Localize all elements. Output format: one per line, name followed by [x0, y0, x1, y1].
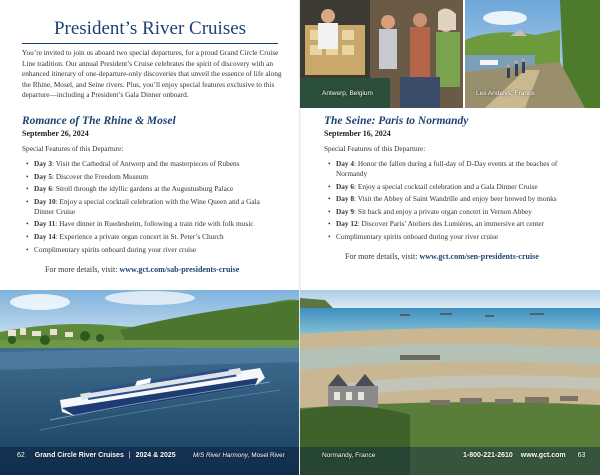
normandy-beach-photo	[300, 290, 600, 475]
list-item: • Day 14: Experience a private organ concert in St. Peter’s Church	[26, 232, 276, 242]
normandy-caption: Normandy, France	[322, 452, 376, 459]
antwerp-caption: Antwerp, Belgium	[322, 90, 373, 97]
right-footer	[463, 452, 585, 459]
title-divider	[22, 43, 278, 44]
left-footer: 62 Grand Circle River Cruises | 2024 & 2025	[17, 452, 176, 459]
seine-features-label: Special Features of this Departure:	[324, 144, 426, 153]
list-item: • Day 5: Discover the Freedom Museum	[26, 172, 276, 182]
list-item: • Day 8: Visit the Abbey of Saint Wandrille and enjoy beer brewed by monks	[328, 194, 578, 204]
rhine-feature-list	[26, 159, 276, 257]
intro-paragraph: You’re invited to join us aboard two special departures, for a proud Grand Circle Cruise Line tradition. Our annual President’s Cruise celebrates the spirit of discovery with an enhanced itinerary of one-departure-only discoveries that unveil the essence of life along the Rhine, Mosel, and Seine rivers. Plus, you’ll enjoy special features exclusive to this departure—including a President’s Gala Dinner onboard.	[22, 48, 282, 100]
seine-details-line: For more details, visit: www.gct.com/sen-presidents-cruise	[345, 252, 539, 261]
seine-section-title: The Seine: Paris to Normandy	[324, 115, 469, 127]
page-number-left: 62	[17, 452, 25, 459]
website: www.gct.com	[520, 452, 566, 459]
list-item: • Day 3: Visit the Cathedral of Antwerp and the masterpieces of Rubens	[26, 159, 276, 169]
river-ship-photo	[0, 290, 300, 475]
list-item: • Complimentary spirits onboard during your river cruise	[26, 245, 276, 255]
phone-number: 1-800-221-2610	[463, 452, 513, 459]
list-item: • Day 11: Have dinner in Ruedesheim, following a train ride with folk music	[26, 219, 276, 229]
list-item: • Day 6: Enjoy a special cocktail celebration and a Gala Dinner Cruise	[328, 182, 578, 192]
right-page	[300, 0, 600, 475]
seine-section-date: September 16, 2024	[324, 129, 391, 138]
rhine-details-line: For more details, visit: www.gct.com/sab-presidents-cruise	[45, 265, 240, 274]
list-item: • Day 12: Discover Paris’ Ateliers des Lumières, an immersive art center	[328, 219, 578, 229]
seine-feature-list	[328, 159, 578, 245]
page-number-right: 63	[577, 452, 586, 459]
rhine-section-title: Romance of The Rhine & Mosel	[22, 115, 176, 127]
andelys-caption: Les Andelys, France	[476, 90, 535, 97]
list-item: • Day 9: Sit back and enjoy a private organ concert in Vernon Abbey	[328, 207, 578, 217]
list-item: • Complimentary spirits onboard during your river cruise	[328, 232, 578, 242]
rhine-features-label: Special Features of this Departure:	[22, 144, 124, 153]
ship-caption: M/S River Harmony, Mosel River	[193, 452, 285, 459]
rhine-details-link[interactable]: www.gct.com/sab-presidents-cruise	[119, 265, 240, 274]
list-item: • Day 10: Enjoy a special cocktail celebration with the Wine Queen and a Gala Dinner Cruise	[26, 197, 276, 217]
seine-details-link[interactable]: www.gct.com/sen-presidents-cruise	[419, 252, 539, 261]
list-item: • Day 4: Honor the fallen during a full-day of D-Day events at the beaches of Normandy	[328, 159, 578, 179]
page-title: President’s River Cruises	[53, 18, 247, 39]
rhine-section-date: September 26, 2024	[22, 129, 89, 138]
list-item: • Day 6: Stroll through the idyllic gardens at the Augustusburg Palace	[26, 184, 276, 194]
